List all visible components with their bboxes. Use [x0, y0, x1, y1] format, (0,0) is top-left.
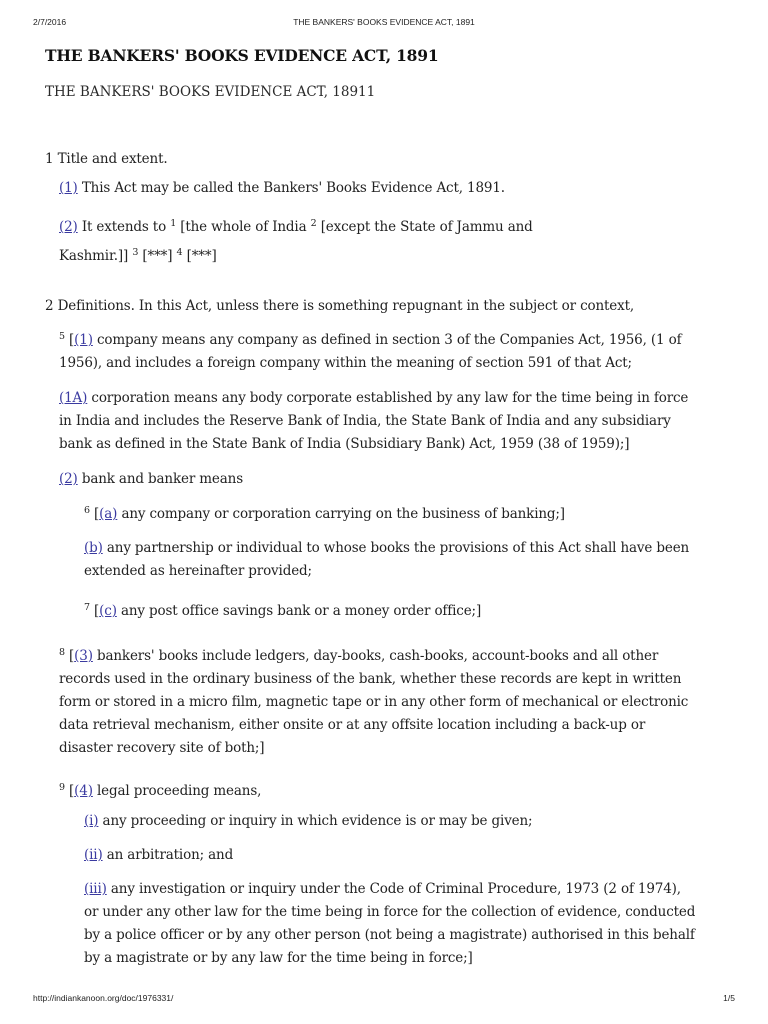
- definition-text: any investigation or inquiry under the Code of Criminal Procedure, 1973 (2 of 1974),: [106, 881, 681, 897]
- footnote-ref: 8: [59, 647, 65, 658]
- definition-3-cont-2: form or stored in a micro film, magnetic tape or in any other form of mechanical or electronic: [59, 694, 689, 710]
- bracket: [: [64, 332, 75, 348]
- definition-text: bank and banker means: [77, 471, 243, 487]
- definition-link-4i[interactable]: (i): [84, 813, 99, 829]
- bracket: [: [89, 603, 100, 619]
- section-1-clause-2: [59, 216, 533, 239]
- definition-1: [59, 329, 681, 352]
- definition-link-3[interactable]: (3): [74, 648, 93, 664]
- document-subtitle: THE BANKERS' BOOKS EVIDENCE ACT, 18911: [45, 84, 376, 100]
- definition-link-4ii[interactable]: (ii): [84, 847, 103, 863]
- definition-link-2[interactable]: (2): [59, 471, 78, 487]
- definition-text: legal proceeding means,: [92, 783, 262, 799]
- definition-text: any company or corporation carrying on the business of banking;]: [117, 506, 565, 522]
- definition-link-1[interactable]: (1): [74, 332, 93, 348]
- bracket: [: [89, 506, 100, 522]
- section-2-heading: 2 Definitions. In this Act, unless there is something repugnant in the subject or context,: [45, 298, 635, 314]
- print-footer-page-number: 1/5: [723, 993, 735, 1003]
- definition-1a-cont-2: bank as defined in the State Bank of India (Subsidiary Bank) Act, 1959 (38 of 1959);]: [59, 436, 630, 452]
- definition-4i: [84, 810, 532, 833]
- definition-text: any proceeding or inquiry in which evidence is or may be given;: [98, 813, 533, 829]
- clause-link-2[interactable]: (2): [59, 219, 78, 235]
- clause-text: [***]: [182, 248, 217, 264]
- footnote-ref: 6: [84, 505, 90, 516]
- print-footer-url: http://indiankanoon.org/doc/1976331/: [33, 993, 174, 1003]
- definition-4iii-cont-2: by a police officer or by any other person (not being a magistrate) authorised in this behalf: [84, 927, 695, 943]
- definition-2a: [84, 503, 565, 526]
- footnote-ref: 3: [132, 247, 139, 258]
- definition-text: an arbitration; and: [102, 847, 234, 863]
- definition-2: [59, 468, 243, 491]
- definition-1a: [59, 387, 688, 410]
- definition-link-4[interactable]: (4): [74, 783, 93, 799]
- footnote-ref: 2: [310, 218, 317, 229]
- clause-text: [the whole of India: [176, 219, 311, 235]
- definition-text: corporation means any body corporate established by any law for the time being in force: [87, 390, 689, 406]
- definition-4iii: [84, 878, 681, 901]
- definition-link-2c[interactable]: (c): [99, 603, 117, 619]
- definition-2b: [84, 537, 689, 560]
- clause-text: It extends to: [77, 219, 171, 235]
- footnote-ref: 5: [59, 331, 65, 342]
- print-date: 2/7/2016: [33, 17, 67, 27]
- clause-text: Kashmir.]]: [59, 248, 133, 264]
- definition-text: any partnership or individual to whose books the provisions of this Act shall have been: [102, 540, 690, 556]
- definition-4ii: [84, 844, 233, 867]
- definition-4iii-cont-3: by a magistrate or by any law for the time being in force;]: [84, 950, 473, 966]
- section-1-clause-1: [59, 177, 505, 200]
- definition-text: any post office savings bank or a money order office;]: [116, 603, 482, 619]
- definition-text: company means any company as defined in section 3 of the Companies Act, 1956, (1 of: [92, 332, 682, 348]
- clause-text: [except the State of Jammu and: [316, 219, 533, 235]
- footnote-ref: 9: [59, 782, 65, 793]
- print-header-title: THE BANKERS' BOOKS EVIDENCE ACT, 1891: [293, 17, 475, 27]
- clause-text: This Act may be called the Bankers' Books Evidence Act, 1891.: [77, 180, 505, 196]
- definition-3-cont-4: disaster recovery site of both;]: [59, 740, 265, 756]
- document-title: THE BANKERS' BOOKS EVIDENCE ACT, 1891: [45, 46, 439, 65]
- footnote-ref: 7: [84, 602, 90, 613]
- definition-text: bankers' books include ledgers, day-books, cash-books, account-books and all other: [92, 648, 659, 664]
- definition-1a-cont-1: in India and includes the Reserve Bank of India, the State Bank of India and any subsidiary: [59, 413, 671, 429]
- definition-link-1a[interactable]: (1A): [59, 390, 88, 406]
- clause-text: [***]: [138, 248, 177, 264]
- definition-4iii-cont-1: or under any other law for the time being in force for the collection of evidence, conducted: [84, 904, 696, 920]
- definition-link-4iii[interactable]: (iii): [84, 881, 107, 897]
- section-1-heading: 1 Title and extent.: [45, 151, 168, 167]
- definition-3: [59, 645, 658, 668]
- definition-link-2a[interactable]: (a): [99, 506, 118, 522]
- bracket: [: [64, 783, 75, 799]
- definition-2c: [84, 600, 481, 623]
- definition-2b-cont: extended as hereinafter provided;: [84, 563, 312, 579]
- section-1-clause-2-cont: [59, 245, 217, 268]
- footnote-ref: 4: [176, 247, 183, 258]
- clause-link-1[interactable]: (1): [59, 180, 78, 196]
- definition-3-cont-1: records used in the ordinary business of the bank, whether these records are kept in written: [59, 671, 682, 687]
- definition-1-cont: 1956), and includes a foreign company within the meaning of section 591 of that Act;: [59, 355, 632, 371]
- footnote-ref: 1: [170, 218, 177, 229]
- bracket: [: [64, 648, 75, 664]
- definition-4: [59, 780, 261, 803]
- definition-3-cont-3: data retrieval mechanism, either onsite or at any offsite location including a back-up or: [59, 717, 646, 733]
- definition-link-2b[interactable]: (b): [84, 540, 103, 556]
